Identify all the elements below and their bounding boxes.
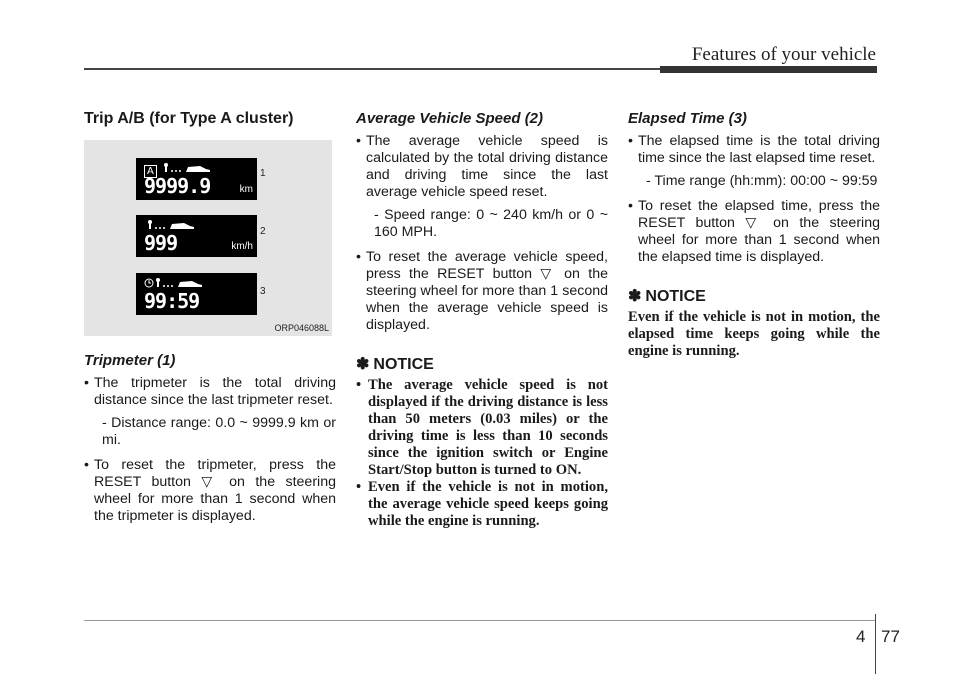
list-item <box>84 457 336 525</box>
list-text: on the steering wheel for more than 1 second when the tripmeter is displayed. <box>94 474 336 524</box>
header-tab-bar <box>660 66 877 73</box>
section-heading: Trip A/B (for Type A cluster) <box>84 110 294 127</box>
list-text: To reset the average vehicle speed, press the RESET button <box>366 249 608 282</box>
list-text: • The average vehicle speed is calculated by the total driving distance and driving time since the last average vehicle speed reset. <box>366 133 608 200</box>
notice-item: • Even if the vehicle is not in motion, the average vehicle speed keeps going while the engine is running. <box>356 479 608 530</box>
figure-label-3: 3 <box>260 286 266 297</box>
list-item <box>356 133 608 241</box>
list-text: To reset the tripmeter, press the RESET button <box>94 457 336 490</box>
notice-star-icon: ✽ <box>628 288 642 305</box>
notice-star-icon: ✽ <box>356 356 370 373</box>
notice-title-text: NOTICE <box>645 288 706 305</box>
elapsed-value: 99:59 <box>144 289 200 313</box>
column-average-speed <box>356 110 608 530</box>
page-number-divider <box>875 614 876 674</box>
notice-item: • The average vehicle speed is not displayed if the driving distance is less than 50 meters (0.03 miles) or the driving time is less than 10 seconds since the ignition switch or Engine Start/Stop button is turned to ON. <box>356 377 608 479</box>
subsection-heading: Tripmeter (1) <box>84 352 176 369</box>
trip-letter-badge: A <box>144 165 157 178</box>
trip-unit: km <box>239 184 253 195</box>
range-note: - Time range (hh:mm): 00:00 ~ 99:59 <box>646 173 878 189</box>
figure-label-1: 1 <box>260 168 266 179</box>
display-panel-elapsed-time <box>136 273 257 315</box>
tripmeter-section <box>84 352 336 533</box>
cluster-figure <box>84 140 332 336</box>
notice-title-text: NOTICE <box>373 356 434 373</box>
trip-value: 9999.9 <box>144 174 211 198</box>
range-note: - Speed range: 0 ~ 240 km/h or 0 ~ 160 MPH. <box>374 207 608 240</box>
figure-code: ORP046088L <box>274 323 329 333</box>
list-text: • The tripmeter is the total driving distance since the last tripmeter reset. <box>94 375 336 408</box>
chapter-number: 4 <box>856 627 866 646</box>
range-note: - Distance range: 0.0 ~ 9999.9 km or mi. <box>102 415 336 448</box>
reset-triangle-icon: ▽ <box>745 215 763 231</box>
figure-label-2: 2 <box>260 226 266 237</box>
list-item <box>628 133 880 190</box>
notice-text: Even if the vehicle is not in motion, the elapsed time keeps going while the engine is running. <box>628 309 880 359</box>
footer-rule <box>84 620 875 621</box>
display-panel-tripmeter <box>136 158 257 200</box>
reset-triangle-icon: ▽ <box>201 474 219 490</box>
subsection-heading: Elapsed Time (3) <box>628 110 747 127</box>
display-panel-average-speed <box>136 215 257 257</box>
page-number: 77 <box>881 627 900 646</box>
column-trip <box>84 110 336 127</box>
notice-heading <box>356 356 608 373</box>
speed-unit: km/h <box>231 241 253 252</box>
list-text: To reset the elapsed time, press the RESET button <box>638 198 880 231</box>
list-item <box>356 249 608 334</box>
list-item <box>628 198 880 266</box>
list-text: on the steering wheel for more than 1 second when the elapsed time is displayed. <box>638 215 880 265</box>
list-text: • The elapsed time is the total driving time since the last elapsed time reset. <box>638 133 880 166</box>
column-elapsed-time <box>628 110 880 360</box>
list-text: on the steering wheel for more than 1 second when the average vehicle speed is displayed. <box>366 266 608 333</box>
list-item <box>84 375 336 449</box>
running-header: Features of your vehicle <box>691 44 876 65</box>
reset-triangle-icon: ▽ <box>540 266 556 282</box>
notice-heading <box>628 288 880 305</box>
subsection-heading: Average Vehicle Speed (2) <box>356 110 544 127</box>
speed-value: 999 <box>144 231 178 255</box>
